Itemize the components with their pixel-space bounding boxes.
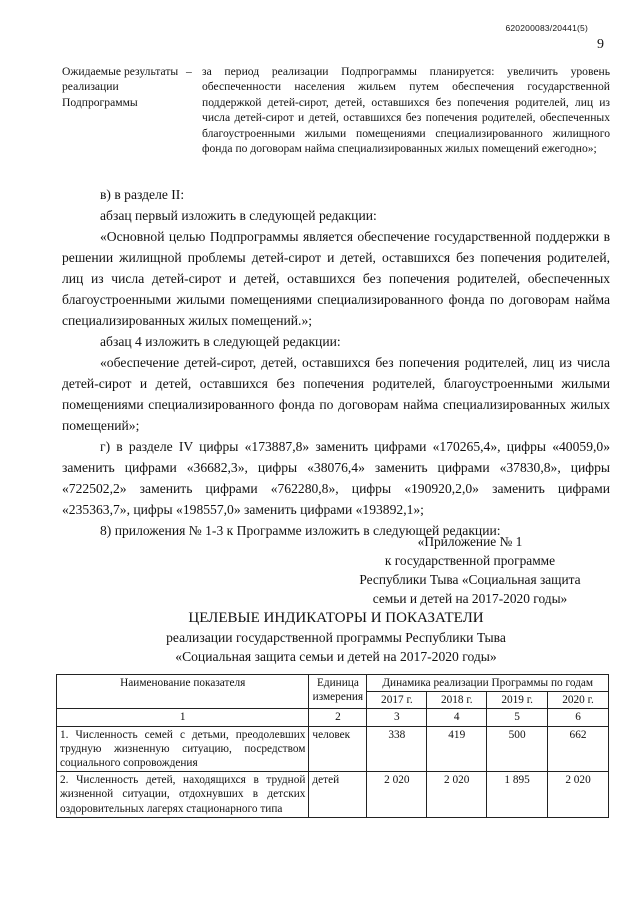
value-2018: 2 020	[427, 772, 487, 818]
table-row	[57, 772, 609, 818]
value-2019: 500	[487, 726, 548, 772]
column-number: 6	[548, 709, 609, 726]
paragraph-section-ii: в) в разделе II:	[100, 187, 185, 202]
paragraph-main-goal: «Основной целью Подпрограммы является обеспечение государственной поддержки в решении жилищной проблемы детей-сирот и детей, оставшихся без попечения родителей, лиц из числа детей-сирот и детей, оставшихся без попечения родителей, обеспеченных благоустроенными жилыми помещениями специализированного фонда по договорам найма специализированных жилых помещений.»;	[62, 229, 610, 328]
value-2020: 662	[548, 726, 609, 772]
table-subtitle-1: реализации государственной программы Республики Тыва	[166, 630, 506, 645]
indicator-unit: человек	[309, 726, 367, 772]
value-2019: 1 895	[487, 772, 548, 818]
appendix-line-3: Республики Тыва «Социальная защита	[359, 572, 581, 587]
indicators-table	[56, 674, 609, 818]
paragraph-section-iv-figures: г) в разделе IV цифры «173887,8» заменить цифрами «170265,4», цифры «40059,0» заменить цифрами «36682,3», цифры «38076,4» заменить цифрами «37830,8», цифры «722502,2» заменить цифрами «762280,8», цифры «190920,2,0» заменить цифрами «235363,7», цифры «198557,0» заменить цифрами «193892,1»;	[62, 439, 610, 517]
value-2018: 419	[427, 726, 487, 772]
appendix-line-2: к государственной программе	[384, 553, 556, 568]
expected-results-text: за период реализации Подпрограммы планируется: увеличить уровень обеспеченности населения жильем путем обеспечения государственной поддержкой детей-сирот, детей, оставшихся без попечения родителей, лиц из числа детей-сирот и детей, оставшихся без попечения родителей, обеспеченных благоустроенными жилыми помещениями специализированного жилищного фонда по договорам найма специализированных жилых помещений ежегодно»;	[202, 65, 610, 156]
table-title: ЦЕЛЕВЫЕ ИНДИКАТОРЫ И ПОКАЗАТЕЛИ	[188, 610, 484, 626]
paragraph-provision: «обеспечение детей-сирот, детей, оставшихся без попечения родителей, лиц из числа детей-сирот и детей, оставшихся без попечения родителей, благоустроенными жилыми помещениями специализированного фонда по договорам найма специализированных жилых помещений»;	[62, 355, 610, 433]
indicator-name: 2. Численность детей, находящихся в трудной жизненной ситуации, отдохнувших в детских оздоровительных лагерях стационарного типа	[57, 772, 309, 818]
indicator-unit: детей	[309, 772, 367, 818]
header-unit: Единица измерения	[309, 675, 367, 709]
document-code: 620200083/20441(5)	[505, 23, 588, 33]
column-number: 4	[427, 709, 487, 726]
column-number: 1	[57, 709, 309, 726]
table-title-block	[62, 608, 610, 666]
header-year-2017: 2017 г.	[367, 692, 427, 709]
value-2017: 338	[367, 726, 427, 772]
table-subtitle-2: «Социальная защита семьи и детей на 2017-2020 годы»	[175, 649, 497, 664]
table-row	[57, 726, 609, 772]
header-year-2020: 2020 г.	[548, 692, 609, 709]
page-number: 9	[597, 37, 604, 52]
header-indicator-name: Наименование показателя	[57, 675, 309, 709]
expected-results-label: Ожидаемые результаты реализации Подпрограммы	[62, 65, 179, 109]
appendix-line-4: семьи и детей на 2017-2020 годы»	[372, 591, 568, 606]
table-header-row	[57, 675, 609, 692]
indicator-name: 1. Численность семей с детьми, преодолевших трудную жизненную ситуацию, посредством социального сопровождения	[57, 726, 309, 772]
column-number: 5	[487, 709, 548, 726]
paragraph-appendices: 8) приложения № 1-3 к Программе изложить в следующей редакции:	[100, 523, 501, 538]
header-year-2019: 2019 г.	[487, 692, 548, 709]
column-number: 3	[367, 709, 427, 726]
amendments-text	[62, 184, 610, 541]
header-dynamics: Динамика реализации Программы по годам	[367, 675, 609, 692]
expected-results-dash: –	[186, 65, 192, 78]
appendix-line-1: «Приложение № 1	[417, 534, 523, 549]
header-year-2018: 2018 г.	[427, 692, 487, 709]
value-2020: 2 020	[548, 772, 609, 818]
paragraph-first-abzac: абзац первый изложить в следующей редакции:	[100, 208, 377, 223]
appendix-heading	[330, 532, 610, 608]
value-2017: 2 020	[367, 772, 427, 818]
paragraph-abzac-4: абзац 4 изложить в следующей редакции:	[100, 334, 341, 349]
column-number: 2	[309, 709, 367, 726]
table-column-numbers-row	[57, 709, 609, 726]
